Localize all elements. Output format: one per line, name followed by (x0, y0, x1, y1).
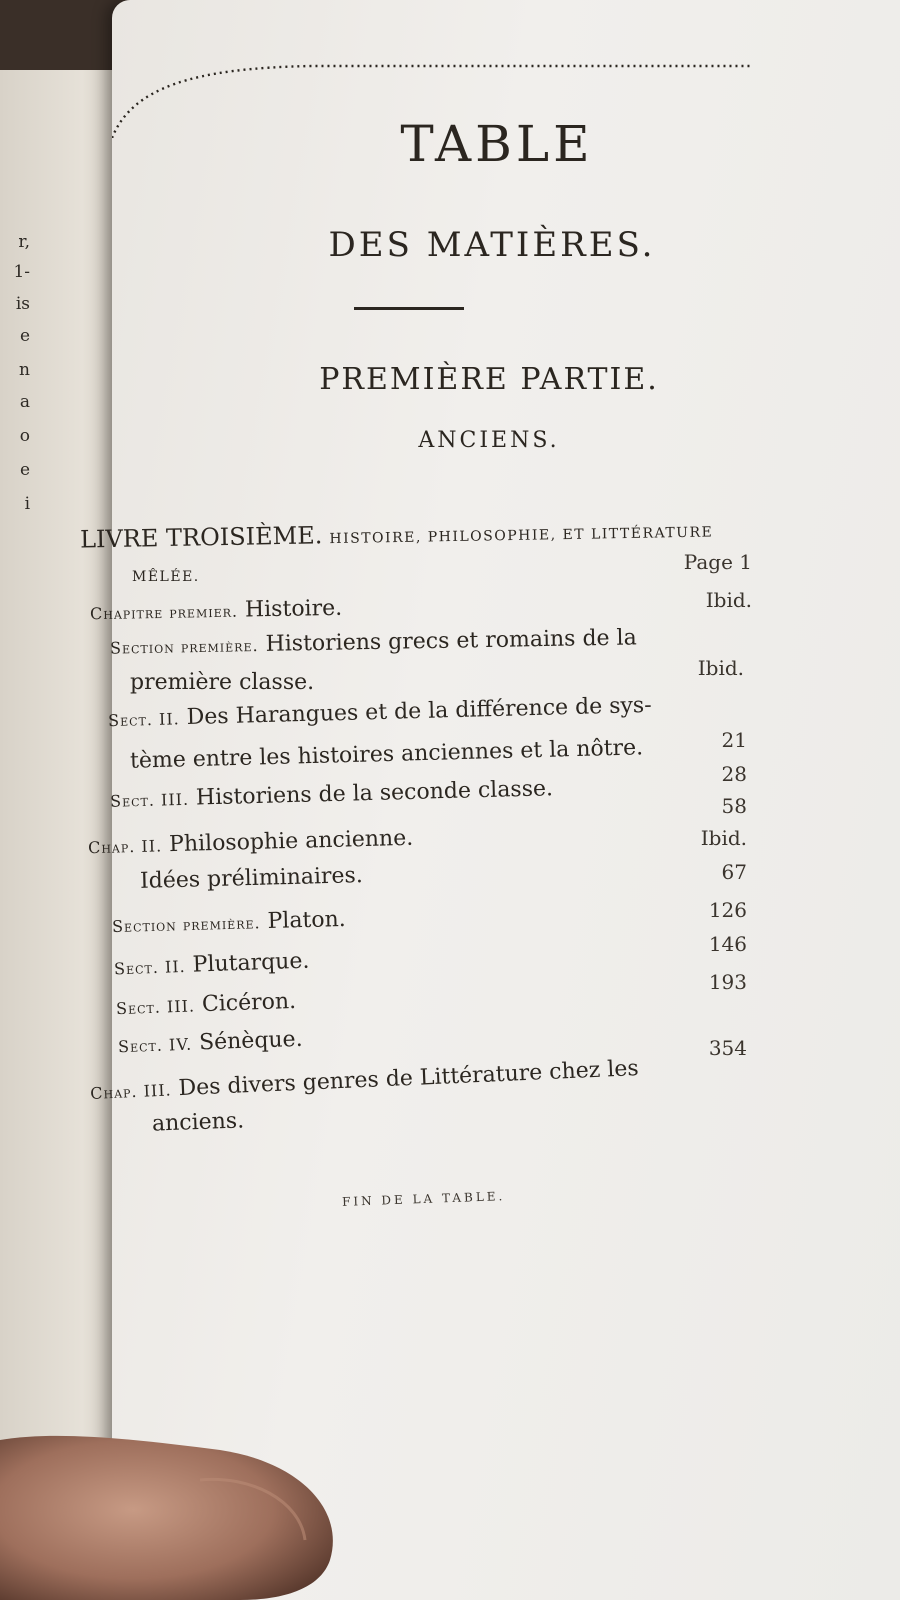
entry-lead: Chap. II. (87, 836, 163, 858)
entry-text: Sénèque. (198, 1026, 304, 1056)
left-page-fragment: e (19, 326, 30, 346)
left-page-fragment: i (24, 494, 30, 514)
page-number: 21 (721, 728, 747, 752)
thumb (0, 1410, 360, 1600)
entry-lead: Sect. IV. (117, 1034, 193, 1057)
page-number: 146 (708, 932, 747, 956)
toc-entry (112, 907, 346, 938)
entry-text: première classe. (130, 670, 315, 695)
toc-entry (118, 1027, 303, 1058)
entry-text: anciens. (151, 1108, 245, 1137)
toc-entry (108, 693, 652, 732)
toc-entry (90, 596, 343, 625)
left-page-fragment: o (19, 426, 30, 446)
entry-lead: Sect. II. (107, 709, 180, 731)
entry-text: Des divers genres de Littérature chez les (178, 1056, 640, 1102)
book-page (79, 0, 900, 1600)
page-number: 193 (708, 970, 747, 994)
toc-entry (110, 776, 554, 813)
entry-lead: LIVRE TROISIÈME. (79, 521, 323, 554)
page-number: Ibid. (697, 656, 744, 680)
toc-entry (114, 949, 310, 981)
entry-lead: Section première. (111, 913, 261, 937)
entry-text: Histoire. (244, 595, 343, 623)
page-title: TABLE (400, 115, 594, 173)
part-heading: PREMIÈRE PARTIE. (319, 362, 659, 397)
left-page-fragment: e (19, 460, 30, 480)
entry-text: Idées préliminaires. (139, 863, 364, 894)
entry-text: Philosophie ancienne. (168, 825, 414, 858)
entry-lead: Sect. II. (113, 956, 187, 979)
entry-text: tème entre les histoires anciennes et la nôtre. (129, 735, 644, 774)
page-number: Ibid. (705, 588, 752, 612)
entry-lead: Chap. III. (89, 1080, 173, 1103)
toc-entry (130, 735, 644, 773)
page-number: Ibid. (700, 826, 747, 850)
toc-entry (132, 562, 200, 587)
page-number: 28 (721, 762, 747, 786)
toc-entry (130, 670, 314, 695)
entry-text: Cicéron. (201, 988, 297, 1018)
page-number: 67 (721, 860, 747, 884)
title-rule (354, 307, 464, 310)
toc-entry (140, 863, 363, 894)
entry-lead: Chapitre premier. (89, 601, 239, 624)
toc-entry (116, 989, 297, 1020)
section-heading: ANCIENS. (418, 428, 560, 453)
page-number: 58 (721, 794, 747, 818)
entry-text: Historiens grecs et romains de la (265, 625, 637, 657)
end-of-table: FIN DE LA TABLE. (341, 1189, 506, 1209)
entry-lead: Sect. III. (109, 789, 190, 811)
toc-entry (152, 1108, 245, 1136)
entry-text: Des Harangues et de la différence de sys- (186, 692, 652, 731)
entry-lead: Section première. (109, 636, 259, 658)
left-page-fragment: is (15, 294, 30, 314)
page-number: Page 1 (683, 550, 752, 574)
entry-text: MÊLÉE. (132, 569, 200, 585)
toc-entry (110, 625, 637, 659)
toc-entry (90, 1056, 639, 1105)
left-page-fragment: a (19, 392, 30, 412)
page-number: 354 (708, 1036, 747, 1060)
toc-entry (80, 514, 714, 553)
entry-text: HISTOIRE, PHILOSOPHIE, ET LITTÉRATURE (329, 524, 714, 548)
left-page-fragment: n (19, 360, 30, 380)
entry-lead: Sect. III. (115, 996, 196, 1019)
entry-text: Platon. (267, 906, 347, 934)
entry-text: Plutarque. (192, 948, 310, 978)
left-page-fragment: 1- (13, 262, 30, 282)
entry-text: Historiens de la seconde classe. (195, 776, 554, 811)
page-number: 126 (708, 898, 747, 922)
page-subtitle: DES MATIÈRES. (328, 225, 656, 265)
left-page-fragment: r, (18, 232, 30, 252)
toc-entry (88, 826, 414, 860)
